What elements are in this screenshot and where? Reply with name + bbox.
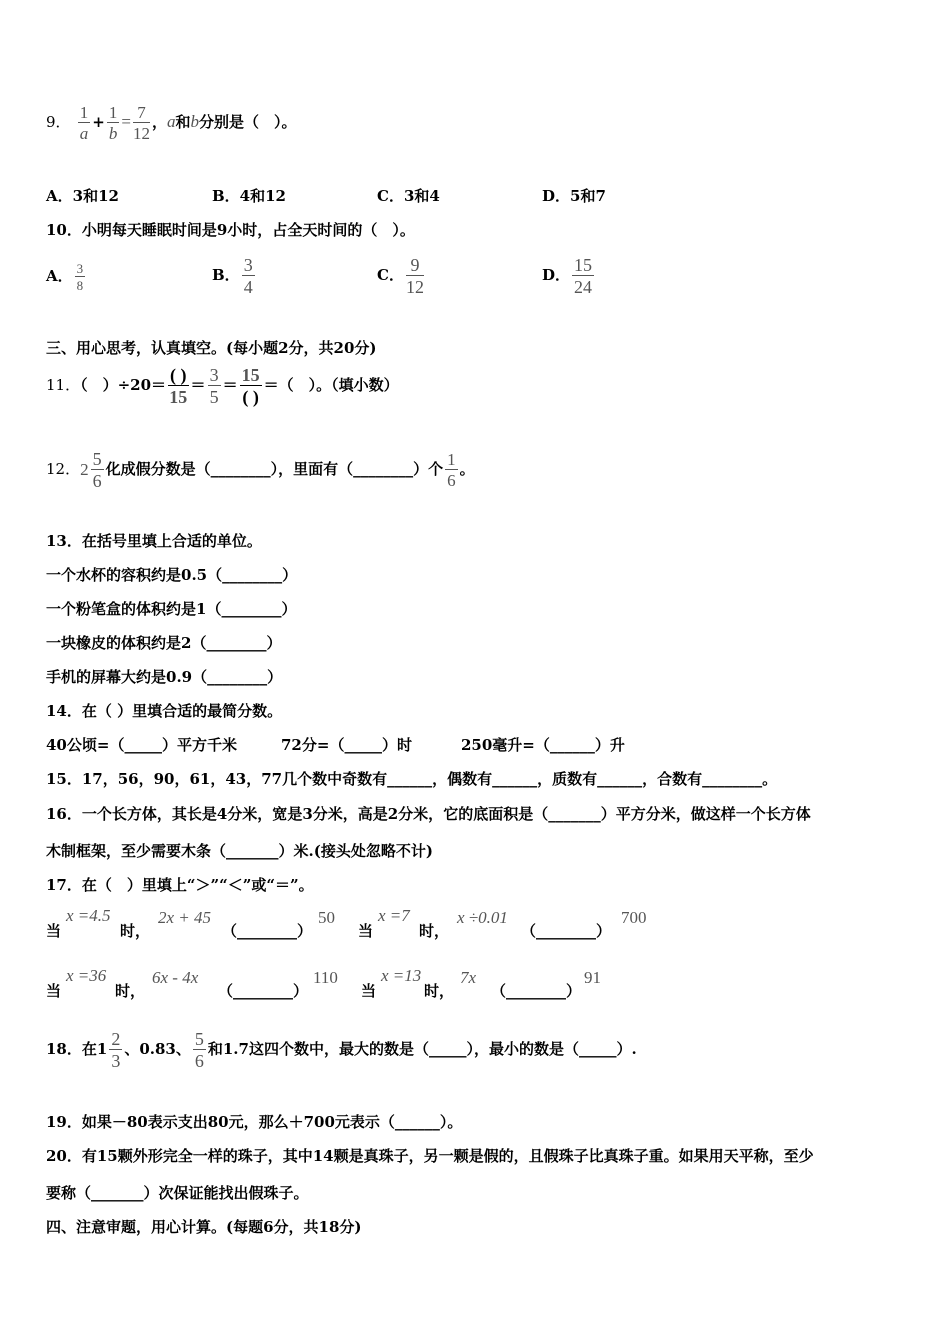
fraction: 15 ( ) <box>241 365 260 407</box>
question-14: 14．在（ ）里填合适的最简分数。 <box>46 702 283 720</box>
fill-line: 250毫升=（______）升 <box>461 736 625 754</box>
option-d: D．5和7 <box>542 187 606 205</box>
question-15: 15．17，56，90，61，43，77几个数中奇数有______，偶数有______，质数有______，合数有________。 <box>46 770 778 788</box>
question-20: 20．有15颗外形完全一样的珠子，其中14颗是真珠子，另一颗是假的，且假珠子比真珠子重。如果用天平称，至少 <box>46 1147 814 1165</box>
variable-b: b <box>190 112 199 131</box>
comma-label: 时， <box>120 922 151 940</box>
rhs-value: 110 <box>313 968 338 987</box>
condition: x =7 <box>378 906 410 925</box>
question-10: 10．小明每天睡眠时间是9小时，占全天时间的（ ）。 <box>46 221 415 239</box>
fraction: $\frac{2}{3}$ <box>111 1029 121 1071</box>
when-label: 当 <box>358 922 374 940</box>
question-9: 9． $\frac{1}{a}$ + $\frac{1}{b}$ = $\frac{7}{12}$ ，a和b分别是（ ）。 <box>46 103 297 143</box>
expression: x ÷0.01 <box>457 908 508 927</box>
section-heading: 三、用心思考，认真填空。(每小题2分，共20分) <box>46 339 377 357</box>
question-17: 17．在（ ）里填上“＞”“＜”或“＝”。 <box>46 876 314 894</box>
expression: 2x + 45 <box>158 908 212 927</box>
answer-blank: （________） <box>521 922 612 940</box>
fraction: $\frac{15}{24}$ <box>574 255 593 297</box>
fill-line: 一个水杯的容积约是0.5（________） <box>46 566 298 584</box>
question-number: 9． <box>46 113 71 131</box>
section-heading: 四、注意审题，用心计算。(每题6分，共18分) <box>46 1218 362 1236</box>
option-b: B． $\frac{3}{4}$ <box>212 255 253 297</box>
condition: x =36 <box>66 966 107 985</box>
fill-line: 40公顷=（_____）平方千米 <box>46 736 237 754</box>
whole-number: 2 <box>80 460 89 479</box>
option-b: B．4和12 <box>212 187 286 205</box>
answer-blank: （________） <box>218 982 309 1000</box>
fraction: $\frac{1}{a}$ <box>79 103 89 143</box>
fraction: $\frac{7}{12}$ <box>132 103 150 143</box>
fraction: $\frac{1}{b}$ <box>108 103 118 143</box>
question-20-cont: 要称（_______）次保证能找出假珠子。 <box>46 1184 309 1202</box>
plus-sign: + <box>92 113 105 131</box>
equals-sign: = <box>121 112 131 131</box>
fill-line: 一个粉笔盒的体积约是1（________） <box>46 600 297 618</box>
rhs-value: 700 <box>621 908 647 927</box>
when-label: 当 <box>361 982 377 1000</box>
question-16-cont: 木制框架，至少需要木条（_______）米.(接头处忽略不计) <box>46 842 433 860</box>
fraction: $\frac{1}{6}$ <box>447 450 456 490</box>
expression: 6x - 4x <box>152 968 199 987</box>
fraction: $\frac{3}{4}$ <box>243 255 253 297</box>
question-12: 12．2 $\frac{5}{6}$ 化成假分数是（________），里面有（________）个 $\frac{1}{6}$ 。 <box>46 449 475 491</box>
question-16: 16．一个长方体，其长是4分米，宽是3分米，高是2分米，它的底面积是（_______）平方分米，做这样一个长方体 <box>46 805 811 823</box>
question-18: 18．在1 $\frac{2}{3}$ 、0.83、 $\frac{5}{6}$ 和1.7这四个数中，最大的数是（_____），最小的数是（_____）. <box>46 1029 637 1071</box>
option-d: D． $\frac{15}{24}$ <box>542 255 593 297</box>
option-a: A． $\frac{3}{8}$ <box>46 261 84 293</box>
question-13: 13．在括号里填上合适的单位。 <box>46 532 262 550</box>
rhs-value: 91 <box>584 968 601 987</box>
fill-line: 72分=（_____）时 <box>281 736 412 754</box>
comma-label: 时， <box>419 922 450 940</box>
fraction: $\frac{3}{8}$ <box>76 261 84 293</box>
fraction: $\frac{5}{6}$ <box>194 1029 204 1071</box>
variable-a: a <box>166 112 176 131</box>
fraction: $\frac{9}{12}$ <box>405 255 424 297</box>
option-c: C．3和4 <box>377 187 440 205</box>
fill-line: 一块橡皮的体积约是2（________） <box>46 634 282 652</box>
fraction: ( ) 15 <box>169 365 188 407</box>
condition: x =13 <box>381 966 422 985</box>
fraction: $\frac{5}{6}$ <box>92 449 102 491</box>
fraction: $\frac{3}{5}$ <box>209 365 219 407</box>
answer-blank: （________） <box>222 922 313 940</box>
condition: x =4.5 <box>66 906 111 925</box>
expression: 7x <box>460 968 477 987</box>
comma-label: 时， <box>424 982 455 1000</box>
question-number: 12． <box>46 460 81 478</box>
when-label: 当 <box>46 922 62 940</box>
question-19: 19．如果－80表示支出80元，那么＋700元表示（______）。 <box>46 1113 463 1131</box>
when-label: 当 <box>46 982 62 1000</box>
fill-line: 手机的屏幕大约是0.9（________） <box>46 668 283 686</box>
option-c: C． $\frac{9}{12}$ <box>377 255 424 297</box>
question-number: 11． <box>46 376 81 394</box>
comma-label: 时， <box>115 982 146 1000</box>
question-11: 11．（ ）÷20＝ ( ) 15 ＝ $\frac{3}{5}$ ＝ 15 ( ) ＝（ ）。（填小数） <box>46 365 399 407</box>
rhs-value: 50 <box>318 908 335 927</box>
answer-blank: （________） <box>491 982 582 1000</box>
option-a: A．3和12 <box>46 187 119 205</box>
